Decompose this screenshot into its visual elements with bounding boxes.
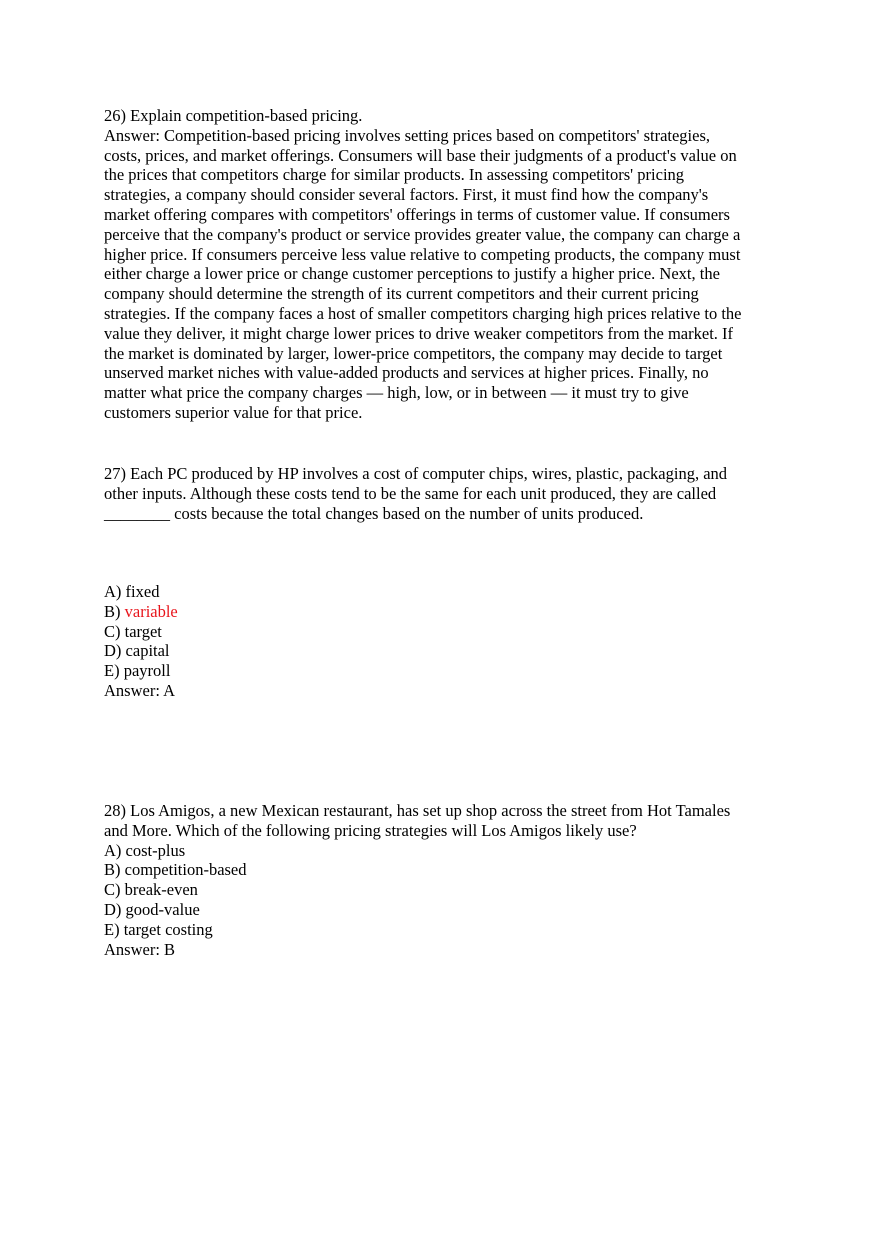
- option-text: target: [124, 621, 162, 641]
- question-28-prompt: [104, 801, 784, 841]
- answer-line: Answer: Competition-based pricing involves setting prices based on competitors' strategies,: [104, 125, 711, 145]
- option-d: [104, 900, 784, 920]
- prompt-line: and More. Which of the following pricing strategies will Los Amigos likely use?: [104, 820, 637, 840]
- option-a: [104, 841, 784, 861]
- answer-line: unserved market niches with value-added products and services at higher prices. Finally, no: [104, 363, 709, 383]
- answer-line: strategies. If the company faces a host of smaller competitors charging high prices relative to the: [104, 303, 742, 323]
- prompt-line: 28) Los Amigos, a new Mexican restaurant, has set up shop across the street from Hot Tamales: [104, 801, 731, 820]
- option-label: D): [104, 641, 126, 661]
- question-26: [104, 106, 784, 423]
- option-text-highlighted: variable: [124, 601, 178, 621]
- question-26-answer: [104, 126, 784, 423]
- option-text: payroll: [123, 661, 171, 681]
- prompt-line: other inputs. Although these costs tend to be the same for each unit produced, they are called: [104, 483, 717, 503]
- prompt-line: 27) Each PC produced by HP involves a cost of computer chips, wires, plastic, packaging, and: [104, 464, 728, 483]
- question-28: [104, 801, 784, 959]
- option-text: capital: [125, 641, 170, 661]
- answer-line: matter what price the company charges — high, low, or in between — it must try to give: [104, 383, 689, 403]
- option-label: E): [104, 661, 124, 681]
- option-b: [104, 860, 784, 880]
- question-27: [104, 464, 784, 523]
- answer-line: market offering compares with competitors' offerings in terms of customer value. If consumers: [104, 204, 730, 224]
- answer-line: costs, prices, and market offerings. Consumers will base their judgments of a product's value on: [104, 145, 737, 165]
- option-text: cost-plus: [125, 840, 186, 860]
- prompt-line: ________ costs because the total changes based on the number of units produced.: [104, 503, 644, 523]
- answer-line: higher price. If consumers perceive less value relative to competing products, the company must: [104, 244, 741, 264]
- option-text: target costing: [123, 919, 213, 939]
- option-c: [104, 622, 784, 642]
- option-a: [104, 582, 784, 602]
- option-label: A): [104, 840, 126, 860]
- answer-line: the prices that competitors charge for similar products. In assessing competitors' pricing: [104, 165, 685, 185]
- question-27-prompt: [104, 464, 784, 523]
- option-label: C): [104, 621, 125, 641]
- option-text: break-even: [124, 880, 198, 900]
- option-e: [104, 661, 784, 681]
- answer-line: strategies, a company should consider several factors. First, it must find how the company's: [104, 185, 709, 205]
- answer-line: value they deliver, it might charge lower prices to drive weaker competitors from the market. If: [104, 323, 734, 343]
- answer-line: either charge a lower price or change customer perceptions to justify a higher price. Next, the: [104, 264, 720, 284]
- option-text: fixed: [125, 582, 160, 601]
- option-c: [104, 880, 784, 900]
- question-26-prompt: 26) Explain competition-based pricing.: [104, 106, 363, 125]
- option-label: D): [104, 899, 126, 919]
- option-label: B): [104, 860, 125, 880]
- question-27-options: [104, 582, 784, 701]
- option-e: [104, 920, 784, 940]
- option-text: competition-based: [124, 860, 247, 880]
- option-d: [104, 641, 784, 661]
- answer-line: customers superior value for that price.: [104, 402, 363, 422]
- option-label: C): [104, 880, 125, 900]
- answer-line: company should determine the strength of its current competitors and their current pricing: [104, 284, 699, 304]
- answer-line: perceive that the company's product or service provides greater value, the company can charge a: [104, 224, 741, 244]
- option-b: [104, 602, 784, 622]
- option-text: good-value: [125, 899, 200, 919]
- answer-line: the market is dominated by larger, lower-price competitors, the company may decide to target: [104, 343, 723, 363]
- option-label: E): [104, 919, 124, 939]
- question-28-answer: Answer: B: [104, 939, 176, 959]
- option-label: A): [104, 582, 126, 601]
- option-label: B): [104, 601, 125, 621]
- question-27-answer: Answer: A: [104, 680, 176, 700]
